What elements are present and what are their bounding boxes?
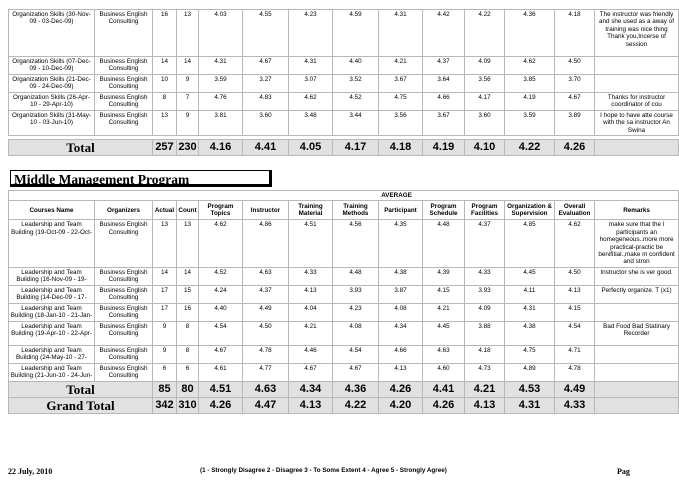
organizer: Business English Consulting <box>95 285 153 303</box>
table-row <box>9 363 679 381</box>
rating-value: 4.38 <box>379 267 423 285</box>
organizer: Business English Consulting <box>95 267 153 285</box>
rating-value: 4.39 <box>423 267 465 285</box>
rating-value: 4.54 <box>333 345 379 363</box>
rating-value: 4.66 <box>423 93 465 111</box>
organizer: Business English Consulting <box>95 75 153 93</box>
course-name: Leadership and Team Building (24-May-10 - 27- <box>9 345 95 363</box>
actual-count: 8 <box>153 93 177 111</box>
total-value: 4.16 <box>199 140 243 156</box>
rating-value: 4.09 <box>465 303 505 321</box>
rating-value: 4.37 <box>423 57 465 75</box>
table-row <box>9 10 679 57</box>
total-value: 4.41 <box>423 381 465 397</box>
rating-value: 4.22 <box>465 10 505 57</box>
rating-value: 4.67 <box>555 93 595 111</box>
footer-date: 22 July, 2010 <box>8 467 53 476</box>
rating-value: 4.63 <box>423 345 465 363</box>
rating-value: 4.15 <box>555 303 595 321</box>
rating-value: 4.48 <box>423 220 465 267</box>
column-header: Organizers <box>95 201 153 220</box>
total-value: 4.19 <box>423 140 465 156</box>
rating-value: 4.75 <box>379 93 423 111</box>
total-value: 4.20 <box>379 397 423 413</box>
rating-value: 4.62 <box>555 220 595 267</box>
rating-value: 3.87 <box>379 285 423 303</box>
rating-value: 3.60 <box>243 111 289 136</box>
remarks: Perfectly organize. T (x1) <box>595 285 679 303</box>
response-count: 13 <box>177 10 199 57</box>
rating-scale-legend: (1 - Strongly Disagree 2 - Disagree 3 - To Some Extent 4 - Agree 5 - Strongly Agree) <box>200 467 447 474</box>
rating-value: 3.88 <box>465 321 505 345</box>
rating-value: 4.33 <box>465 267 505 285</box>
actual-count: 13 <box>153 111 177 136</box>
total-row <box>9 381 679 397</box>
total-value: 4.36 <box>333 381 379 397</box>
rating-value: 4.78 <box>555 363 595 381</box>
rating-value: 4.67 <box>243 57 289 75</box>
rating-value: 4.62 <box>505 57 555 75</box>
table-row <box>9 303 679 321</box>
total-value: 4.22 <box>333 397 379 413</box>
column-header: Participant <box>379 201 423 220</box>
rating-value: 3.48 <box>289 111 333 136</box>
rating-value: 4.71 <box>555 345 595 363</box>
organizer: Business English Consulting <box>95 111 153 136</box>
table-row <box>9 345 679 363</box>
total-count: 230 <box>177 140 199 156</box>
remarks: Thanks for instructor coordinator of cou <box>595 93 679 111</box>
total-actual: 257 <box>153 140 177 156</box>
rating-value: 4.63 <box>243 267 289 285</box>
course-name: Organization Skills (31-May-10 - 03-Jun-10) <box>9 111 95 136</box>
rating-value: 3.70 <box>555 75 595 93</box>
rating-value: 3.67 <box>379 75 423 93</box>
column-header: Remarks <box>595 201 679 220</box>
rating-value: 3.67 <box>423 111 465 136</box>
rating-value: 4.73 <box>465 363 505 381</box>
rating-value: 3.44 <box>333 111 379 136</box>
rating-value: 4.60 <box>423 363 465 381</box>
response-count: 7 <box>177 93 199 111</box>
total-remarks <box>595 140 679 156</box>
total-value: 4.13 <box>465 397 505 413</box>
total-value: 4.51 <box>199 381 243 397</box>
rating-value: 4.19 <box>505 93 555 111</box>
remarks <box>595 345 679 363</box>
total-value: 4.17 <box>333 140 379 156</box>
response-count: 14 <box>177 267 199 285</box>
actual-count: 9 <box>153 345 177 363</box>
rating-value: 4.13 <box>379 363 423 381</box>
total-value: 4.49 <box>555 381 595 397</box>
rating-value: 4.85 <box>505 220 555 267</box>
total-value: 4.47 <box>243 397 289 413</box>
total-value: 4.63 <box>243 381 289 397</box>
organizer: Business English Consulting <box>95 93 153 111</box>
response-count: 13 <box>177 220 199 267</box>
response-count: 9 <box>177 111 199 136</box>
rating-value: 4.23 <box>333 303 379 321</box>
header-blank-right <box>595 191 679 201</box>
rating-value: 4.54 <box>199 321 243 345</box>
rating-value: 4.77 <box>243 363 289 381</box>
rating-value: 4.18 <box>555 10 595 57</box>
average-label: AVERAGE <box>199 191 595 201</box>
rating-value: 3.81 <box>199 111 243 136</box>
total-row <box>9 140 679 156</box>
rating-value: 4.21 <box>379 57 423 75</box>
rating-value: 4.13 <box>289 285 333 303</box>
rating-value: 4.66 <box>379 345 423 363</box>
rating-value: 4.17 <box>465 93 505 111</box>
total-value: 4.34 <box>289 381 333 397</box>
rating-value: 4.50 <box>555 57 595 75</box>
actual-count: 6 <box>153 363 177 381</box>
rating-value: 4.31 <box>505 303 555 321</box>
actual-count: 13 <box>153 220 177 267</box>
rating-value: 4.46 <box>289 345 333 363</box>
rating-value: 4.13 <box>555 285 595 303</box>
course-name: Leadership and Team Building (18-Jan-10 - 21-Jan- <box>9 303 95 321</box>
total-value: 4.26 <box>379 381 423 397</box>
page-number: Pag <box>617 467 630 476</box>
rating-value: 4.45 <box>505 267 555 285</box>
organizer: Business English Consulting <box>95 10 153 57</box>
rating-value: 4.67 <box>333 363 379 381</box>
remarks: Bad Food Bad Statinary Recorder <box>595 321 679 345</box>
column-header: Overall Evaluation <box>555 201 595 220</box>
table-row <box>9 93 679 111</box>
rating-value: 4.89 <box>505 363 555 381</box>
course-name: Organization Skills (21-Dec-09 - 24-Dec-09) <box>9 75 95 93</box>
rating-value: 4.78 <box>243 345 289 363</box>
rating-value: 4.35 <box>379 220 423 267</box>
rating-value: 4.18 <box>465 345 505 363</box>
column-header: Program Schedule <box>423 201 465 220</box>
organizer: Business English Consulting <box>95 363 153 381</box>
grand-total-row <box>9 397 679 413</box>
actual-count: 14 <box>153 57 177 75</box>
actual-count: 10 <box>153 75 177 93</box>
remarks: I hope to have atte course with the sa instructor An Swina <box>595 111 679 136</box>
rating-value: 4.40 <box>333 57 379 75</box>
response-count: 8 <box>177 321 199 345</box>
actual-count: 9 <box>153 321 177 345</box>
total-value: 4.18 <box>379 140 423 156</box>
total-actual: 85 <box>153 381 177 397</box>
table-row <box>9 75 679 93</box>
organizer: Business English Consulting <box>95 303 153 321</box>
rating-value: 4.11 <box>505 285 555 303</box>
total-label: Total <box>9 381 153 397</box>
total-value: 4.26 <box>423 397 465 413</box>
total-value: 4.26 <box>555 140 595 156</box>
table-row <box>9 267 679 285</box>
rating-value: 3.07 <box>289 75 333 93</box>
rating-value: 4.21 <box>423 303 465 321</box>
middle-management-table <box>8 190 679 414</box>
organizer: Business English Consulting <box>95 345 153 363</box>
remarks: The instructor was friendly and she used as a away of training was nice thing Thank you,Incerse of session <box>595 10 679 57</box>
rating-value: 4.38 <box>505 321 555 345</box>
organizer: Business English Consulting <box>95 57 153 75</box>
rating-value: 4.37 <box>465 220 505 267</box>
table-row <box>9 220 679 267</box>
rating-value: 4.03 <box>199 10 243 57</box>
total-value: 4.31 <box>505 397 555 413</box>
response-count: 14 <box>177 57 199 75</box>
total-actual: 342 <box>153 397 177 413</box>
column-header: Actual <box>153 201 177 220</box>
total-value: 4.05 <box>289 140 333 156</box>
rating-value: 3.60 <box>465 111 505 136</box>
course-name: Organization Skills (07-Dec-09 - 10-Dec-09) <box>9 57 95 75</box>
total-count: 310 <box>177 397 199 413</box>
rating-value: 4.67 <box>289 363 333 381</box>
rating-value: 4.56 <box>333 220 379 267</box>
rating-value: 4.67 <box>199 345 243 363</box>
course-name: Organization Skills (30-Nov-09 - 03-Dec-09) <box>9 10 95 57</box>
remarks: Instructor she is ver good. <box>595 267 679 285</box>
table-row <box>9 111 679 136</box>
actual-count: 17 <box>153 303 177 321</box>
total-label: Total <box>9 140 153 156</box>
rating-value: 4.24 <box>199 285 243 303</box>
response-count: 8 <box>177 345 199 363</box>
remarks: make sure that the l participants an homegeneous..more more practical-practic be benifitial.,make m confident and stron <box>595 220 679 267</box>
rating-value: 4.04 <box>289 303 333 321</box>
response-count: 9 <box>177 75 199 93</box>
course-name: Leadership and Team Building (19-Oct-09 - 22-Oct- <box>9 220 95 267</box>
organizer: Business English Consulting <box>95 321 153 345</box>
rating-value: 3.64 <box>423 75 465 93</box>
course-name: Organization Skills (26-Apr-10 - 29-Apr-10) <box>9 93 95 111</box>
rating-value: 4.36 <box>505 10 555 57</box>
rating-value: 4.86 <box>243 220 289 267</box>
header-blank <box>9 191 199 201</box>
rating-value: 3.56 <box>379 111 423 136</box>
actual-count: 14 <box>153 267 177 285</box>
rating-value: 4.34 <box>379 321 423 345</box>
total-value: 4.53 <box>505 381 555 397</box>
section-title: Middle Management Program <box>10 170 272 187</box>
total-value: 4.22 <box>505 140 555 156</box>
rating-value: 4.09 <box>465 57 505 75</box>
course-name: Leadership and Team Building (19-Apr-10 - 22-Apr- <box>9 321 95 345</box>
rating-value: 4.52 <box>199 267 243 285</box>
column-header: Instructor <box>243 201 289 220</box>
rating-value: 3.27 <box>243 75 289 93</box>
rating-value: 4.50 <box>243 321 289 345</box>
total-value: 4.21 <box>465 381 505 397</box>
rating-value: 4.42 <box>423 10 465 57</box>
table-row <box>9 285 679 303</box>
course-name: Leadership and Team Building (14-Dec-09 - 17- <box>9 285 95 303</box>
total-value: 4.10 <box>465 140 505 156</box>
total-value: 4.26 <box>199 397 243 413</box>
rating-value: 4.40 <box>199 303 243 321</box>
total-count: 80 <box>177 381 199 397</box>
total-value: 4.33 <box>555 397 595 413</box>
column-header: Training Material <box>289 201 333 220</box>
response-count: 6 <box>177 363 199 381</box>
total-label: Grand Total <box>9 397 153 413</box>
rating-value: 4.37 <box>243 285 289 303</box>
actual-count: 16 <box>153 10 177 57</box>
column-header: Count <box>177 201 199 220</box>
column-header: Program Facilities <box>465 201 505 220</box>
rating-value: 3.59 <box>505 111 555 136</box>
rating-value: 4.48 <box>333 267 379 285</box>
rating-value: 3.59 <box>199 75 243 93</box>
rating-value: 4.23 <box>289 10 333 57</box>
actual-count: 17 <box>153 285 177 303</box>
course-name: Leadership and Team Building (16-Nov-09 - 19- <box>9 267 95 285</box>
rating-value: 4.61 <box>199 363 243 381</box>
rating-value: 4.21 <box>289 321 333 345</box>
total-value: 4.13 <box>289 397 333 413</box>
rating-value: 4.31 <box>289 57 333 75</box>
rating-value: 4.62 <box>199 220 243 267</box>
organizer: Business English Consulting <box>95 220 153 267</box>
column-header: Program Topics <box>199 201 243 220</box>
total-remarks <box>595 381 679 397</box>
rating-value: 4.76 <box>199 93 243 111</box>
course-name: Leadership and Team Building (21-Jun-10 - 24-Jun- <box>9 363 95 381</box>
rating-value: 4.75 <box>505 345 555 363</box>
remarks <box>595 303 679 321</box>
rating-value: 4.31 <box>379 10 423 57</box>
rating-value: 4.08 <box>379 303 423 321</box>
remarks <box>595 57 679 75</box>
rating-value: 4.62 <box>289 93 333 111</box>
rating-value: 3.93 <box>465 285 505 303</box>
rating-value: 4.15 <box>423 285 465 303</box>
rating-value: 3.85 <box>505 75 555 93</box>
column-header: Organization & Supervision <box>505 201 555 220</box>
rating-value: 4.31 <box>199 57 243 75</box>
rating-value: 4.45 <box>423 321 465 345</box>
top-evaluation-table <box>8 9 679 156</box>
rating-value: 4.33 <box>289 267 333 285</box>
rating-value: 3.56 <box>465 75 505 93</box>
rating-value: 4.55 <box>243 10 289 57</box>
remarks <box>595 75 679 93</box>
rating-value: 4.52 <box>333 93 379 111</box>
column-header: Training Methods <box>333 201 379 220</box>
remarks <box>595 363 679 381</box>
rating-value: 3.89 <box>555 111 595 136</box>
rating-value: 4.50 <box>555 267 595 285</box>
table-row <box>9 57 679 75</box>
rating-value: 4.51 <box>289 220 333 267</box>
rating-value: 4.49 <box>243 303 289 321</box>
response-count: 15 <box>177 285 199 303</box>
rating-value: 3.93 <box>333 285 379 303</box>
total-remarks <box>595 397 679 413</box>
total-value: 4.41 <box>243 140 289 156</box>
column-header: Courses Name <box>9 201 95 220</box>
response-count: 16 <box>177 303 199 321</box>
rating-value: 4.59 <box>333 10 379 57</box>
rating-value: 4.54 <box>555 321 595 345</box>
rating-value: 4.83 <box>243 93 289 111</box>
table-row <box>9 321 679 345</box>
rating-value: 3.52 <box>333 75 379 93</box>
rating-value: 4.08 <box>333 321 379 345</box>
